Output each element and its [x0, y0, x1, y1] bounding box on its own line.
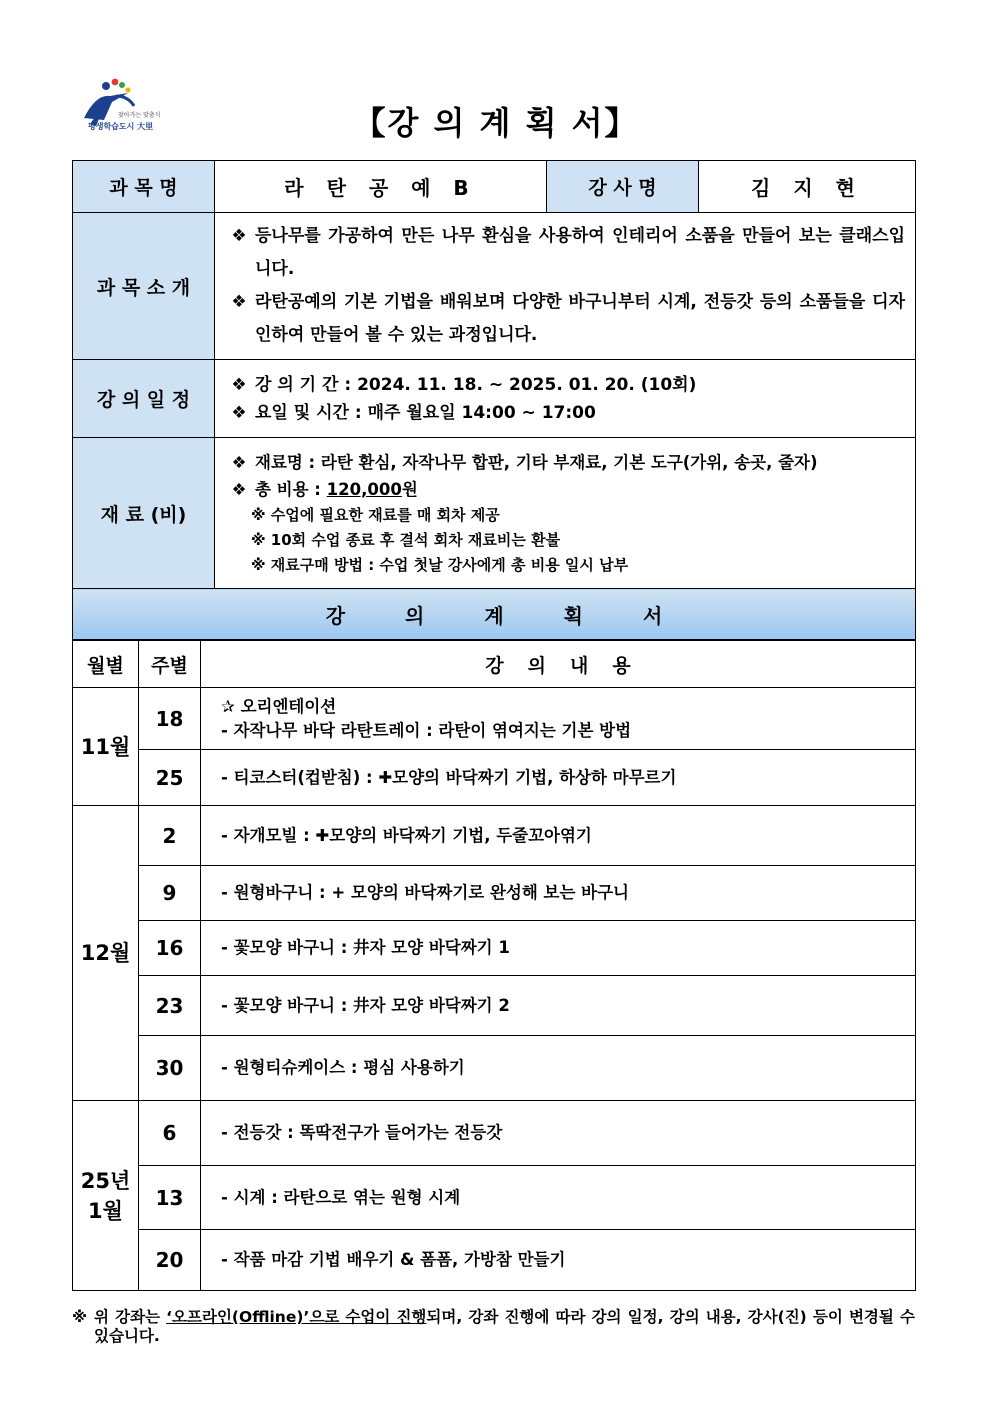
footer-text	[94, 1308, 915, 1346]
intro-item	[223, 220, 905, 286]
instructor-label: 강 사 명	[547, 161, 699, 213]
month-cell: 11월	[73, 688, 139, 806]
diamond-bullet-icon: ❖	[231, 479, 247, 499]
lesson-content: - 꽃모양 바구니 : 井자 모양 바닥짜기 2	[201, 976, 916, 1036]
month-name: 1월	[88, 1198, 123, 1223]
schedule-period: 강 의 기 간 : 2024. 11. 18. ~ 2025. 01. 20. (10회)	[255, 374, 697, 395]
table-row	[73, 1166, 916, 1230]
cost-amount: 120,000	[326, 479, 402, 499]
column-header-content	[201, 641, 916, 688]
lesson-content: - 전등갓 : 똑딱전구가 들어가는 전등갓	[201, 1101, 916, 1166]
lesson-content: - 원형티슈케이스 : 평심 사용하기	[201, 1036, 916, 1101]
material-item	[223, 449, 905, 476]
reference-mark-icon: ※	[72, 1308, 88, 1326]
cost-prefix: 총 비용 :	[255, 479, 327, 499]
column-header-content-text: 강의내용	[485, 654, 655, 677]
schedule-time: 요일 및 시간 : 매주 월요일 14:00 ~ 17:00	[255, 402, 596, 423]
diamond-bullet-icon: ❖	[231, 226, 247, 246]
cost-text	[255, 476, 905, 503]
intro-label: 과 목 소 개	[73, 213, 215, 360]
subject-value: 라 탄 공 예 B	[215, 161, 547, 213]
intro-content	[215, 213, 916, 360]
diamond-bullet-icon: ❖	[231, 292, 247, 312]
week-cell: 25	[139, 750, 201, 806]
column-header-week: 주별	[139, 641, 201, 688]
lesson-line: - 자작나무 바닥 라탄트레이 : 라탄이 엮여지는 기본 방법	[221, 720, 632, 740]
schedule-label: 강 의 일 정	[73, 360, 215, 438]
schedule-item	[223, 371, 905, 399]
footer-suffix: 되며, 강좌 진행에 따라 강의 일정, 강의 내용, 강사(진) 등이 변경될 수 있습니다.	[94, 1308, 915, 1345]
table-row	[73, 1230, 916, 1291]
footer-offline-notice: ‘오프라인(Offline)’으로 수업이 진행	[166, 1308, 427, 1326]
week-cell: 20	[139, 1230, 201, 1291]
diamond-bullet-icon: ❖	[231, 452, 247, 472]
table-row	[73, 976, 916, 1036]
footer-note	[72, 1308, 915, 1346]
course-info-table	[72, 160, 916, 640]
lesson-content	[201, 688, 916, 750]
column-header-month: 월별	[73, 641, 139, 688]
week-cell: 6	[139, 1101, 201, 1166]
intro-text: 라탄공예의 기본 기법을 배워보며 다양한 바구니부터 시계, 전등갓 등의 소품들을 디자인하여 만들어 볼 수 있는 과정입니다.	[255, 292, 905, 345]
week-cell: 18	[139, 688, 201, 750]
table-row	[73, 806, 916, 866]
week-cell: 23	[139, 976, 201, 1036]
month-cell	[73, 1101, 139, 1291]
intro-item	[223, 286, 905, 352]
lesson-plan-table	[72, 640, 916, 1291]
table-row	[73, 688, 916, 750]
table-row	[73, 921, 916, 976]
lesson-line: ✰ 오리엔테이션	[221, 696, 337, 716]
month-cell: 12월	[73, 806, 139, 1101]
week-cell: 16	[139, 921, 201, 976]
material-content	[215, 438, 916, 589]
table-row	[73, 750, 916, 806]
logo-name: 평생학습도시 大里	[88, 122, 154, 131]
schedule-item	[223, 399, 905, 427]
instructor-value: 김 지 현	[699, 161, 916, 213]
plan-banner-text: 강의계획서	[325, 603, 723, 628]
material-note: ※ 재료구매 방법 : 수업 첫날 강사에게 총 비용 일시 납부	[251, 555, 629, 574]
plan-banner	[73, 589, 916, 640]
lesson-content: - 꽃모양 바구니 : 井자 모양 바닥짜기 1	[201, 921, 916, 976]
schedule-content	[215, 360, 916, 438]
lesson-content: - 작품 마감 기법 배우기 & 폼폼, 가방참 만들기	[201, 1230, 916, 1291]
subject-label: 과 목 명	[73, 161, 215, 213]
table-row	[73, 1036, 916, 1101]
material-note: ※ 10회 수업 종료 후 결석 회차 재료비는 환불	[251, 530, 561, 549]
lesson-content: - 원형바구니 : + 모양의 바닥짜기로 완성해 보는 바구니	[201, 866, 916, 921]
week-cell: 2	[139, 806, 201, 866]
month-year: 25년	[80, 1168, 131, 1193]
footer-prefix: 위 강좌는	[94, 1308, 167, 1326]
cost-suffix: 원	[401, 479, 418, 499]
diamond-bullet-icon: ❖	[231, 374, 247, 395]
material-note: ※ 수업에 필요한 재료를 매 회차 제공	[251, 505, 500, 524]
cost-item	[223, 476, 905, 503]
table-row	[73, 866, 916, 921]
lesson-content: - 티코스터(컵받침) : ✚모양의 바닥짜기 기법, 하상하 마무르기	[201, 750, 916, 806]
lesson-content: - 자개모빌 : ✚모양의 바닥짜기 기법, 두줄꼬아엮기	[201, 806, 916, 866]
lesson-content: - 시계 : 라탄으로 엮는 원형 시계	[201, 1166, 916, 1230]
table-row	[73, 1101, 916, 1166]
document-title: 【강 의 계 획 서】	[353, 104, 639, 142]
logo-tagline: 찾아가는 맞춤식	[118, 112, 161, 119]
material-label: 재 료 (비)	[73, 438, 215, 589]
week-cell: 13	[139, 1166, 201, 1230]
week-cell: 9	[139, 866, 201, 921]
week-cell: 30	[139, 1036, 201, 1101]
intro-text: 등나무를 가공하여 만든 나무 환심을 사용하여 인테리어 소품을 만들어 보는 클래스입니다.	[255, 226, 905, 279]
diamond-bullet-icon: ❖	[231, 402, 247, 423]
material-name: 재료명 : 라탄 환심, 자작나무 합판, 기타 부재료, 기본 도구(가위, 송곳, 줄자)	[255, 452, 818, 472]
